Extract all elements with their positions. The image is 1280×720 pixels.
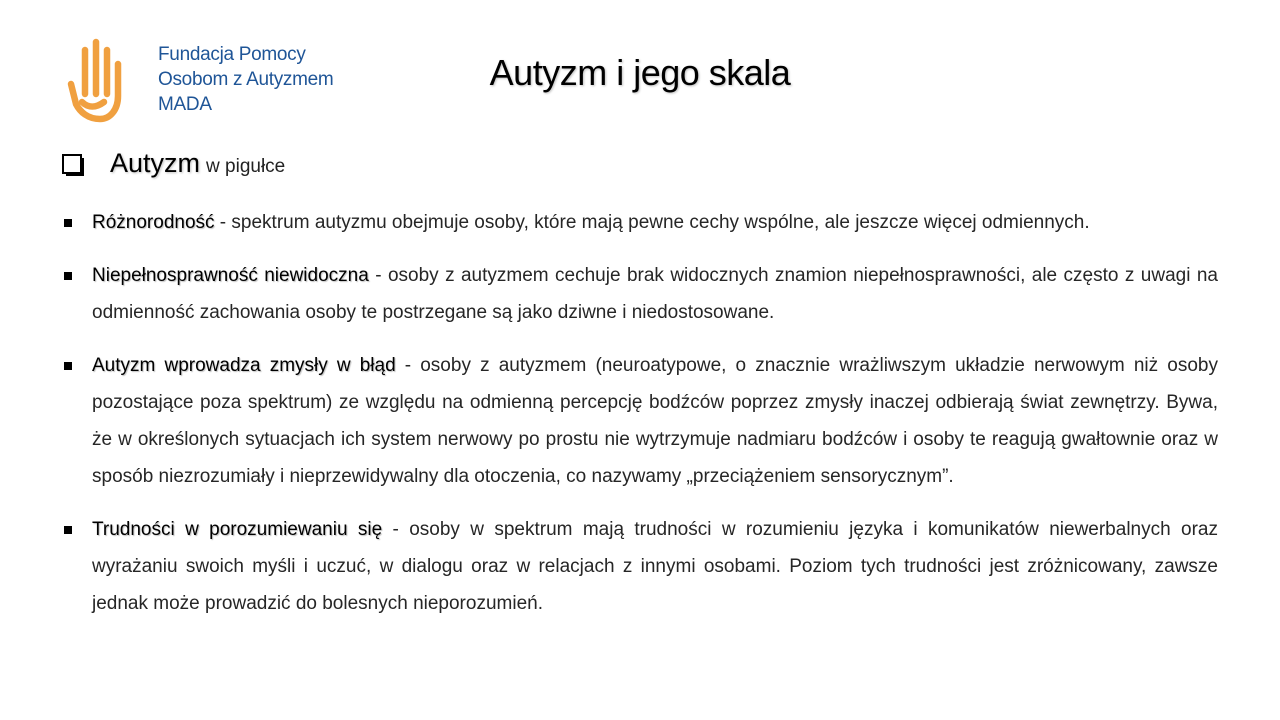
list-item [62, 204, 1218, 241]
logo-line-1: Fundacja Pomocy [158, 44, 306, 65]
section-heading-main: Autyzm [110, 148, 201, 178]
bullet-term: Trudności w porozumiewaniu się [92, 519, 383, 540]
square-bullet-icon [64, 526, 72, 534]
list-item [62, 257, 1218, 331]
list-item [62, 511, 1218, 622]
checkbox-bullet-icon [62, 154, 82, 174]
square-bullet-icon [64, 272, 72, 280]
square-bullet-icon [64, 362, 72, 370]
logo-line-2: Osobom z Autyzmem [158, 69, 334, 90]
bullet-text: - spektrum autyzmu obejmuje osoby, które mają pewne cechy wspólne, ale jeszcze więcej odmiennych. [214, 212, 1090, 233]
bullet-term: Różnorodność [92, 212, 215, 233]
bullet-term: Niepełnosprawność niewidoczna [92, 265, 369, 286]
bullet-text: - osoby z autyzmem cechuje brak widocznych znamion niepełnosprawności, ale często z uwagi na odmienność zachowania osoby te postrzegane są jako dziwne i niedostosowane. [92, 265, 1218, 323]
slide-title: Autyzm i jego skala [489, 52, 791, 93]
list-item [62, 347, 1218, 495]
bullet-term: Autyzm wprowadza zmysły w błąd [92, 355, 396, 376]
square-bullet-icon [64, 219, 72, 227]
bullet-text: - osoby w spektrum mają trudności w rozumieniu języka i komunikatów niewerbalnych oraz wyrażaniu swoich myśli i uczuć, w dialogu oraz w relacjach z innymi osobami. Poziom tych trudności jest zróżnicowany, zawsze jednak może prowadzić do bolesnych nieporozumień. [92, 519, 1218, 614]
bullet-text: - osoby z autyzmem (neuroatypowe, o znacznie wrażliwszym układzie nerwowym niż osoby pozostające poza spektrum) ze względu na odmienną percepcję bodźców poprzez zmysły inaczej odbierają świat zewnętrzy. Bywa, że w określonych sytuacjach ich system nerwowy po prostu nie wytrzymuje nadmiaru bodźców i osoby te reagują gwałtownie oraz w sposób niezrozumiały i nieprzewidywalny dla otoczenia, co nazywamy „przeciążeniem sensorycznym”. [92, 355, 1218, 487]
bullet-list [62, 204, 1218, 638]
section-heading [62, 148, 285, 179]
logo-line-3: MADA [158, 94, 212, 115]
section-heading-sub: w pigułce [206, 156, 286, 177]
